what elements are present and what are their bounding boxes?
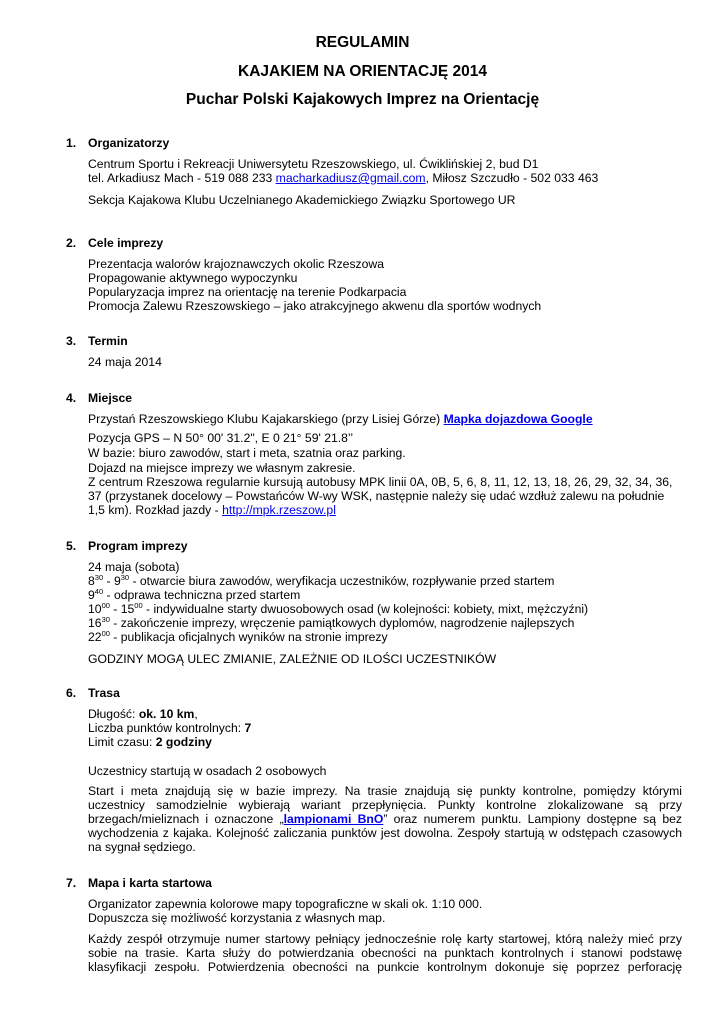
gps-position: Pozycja GPS – N 50° 00' 31.2", E 0 21° 59' 21.8’’: [88, 431, 354, 445]
goal-item: Promocja Zalewu Rzeszowskiego – jako atrakcyjnego akwenu dla sportów wodnych: [88, 299, 542, 313]
route-time-limit: Limit czasu: 2 godziny: [88, 735, 212, 749]
program-item: $22^{00}$ - publikacja oficjalnych wyników na stronie imprezy: [88, 629, 388, 644]
program-day: 24 maja (sobota): [88, 560, 180, 574]
program-item: $10^{00} - 15^{00}$ - indywidualne starty dwuosobowych osad (w kolejności: kobiety, mixt, mężczyźni): [88, 601, 589, 616]
section-2-heading: 2. Cele imprezy: [66, 236, 164, 250]
map-info: Organizator zapewnia kolorowe mapy topograficzne w skali ok. 1:10 000.: [88, 897, 483, 911]
map-own: Dopuszcza się możliwość korzystania z własnych map.: [88, 911, 386, 925]
section-1-heading: 1. Organizatorzy: [66, 136, 170, 150]
email-link[interactable]: macharkadiusz@gmail.com: [275, 171, 426, 185]
organizer-address: Centrum Sportu i Rekreacji Uniwersytetu Rzeszowskiego, ul. Ćwiklińskiej 2, bud D1: [88, 157, 539, 171]
doc-subtitle: KAJAKIEM NA ORIENTACJĘ 2014: [238, 63, 487, 80]
section-4-heading: 4. Miejsce: [66, 391, 133, 405]
bus-lines: Z centrum Rzeszowa regularnie kursują autobusy MPK linii 0A, 0B, 5, 6, 8, 11, 12, 13, 18, 26, 29, 32, 34, 36,: [88, 475, 673, 489]
doc-title: REGULAMIN: [315, 34, 410, 51]
doc-cup-title: Puchar Polski Kajakowych Imprez na Orientację: [185, 91, 540, 108]
mpk-link[interactable]: http://mpk.rzeszow.pl: [222, 503, 336, 517]
route-crews: Uczestnicy startują w osadach 2 osobowych: [88, 764, 327, 778]
goal-item: Prezentacja walorów krajoznawczych okolic Rzeszowa: [88, 257, 385, 271]
venue-base: W bazie: biuro zawodów, start i meta, szatnia oraz parking.: [88, 446, 406, 460]
google-map-link[interactable]: Mapka dojazdowa Google: [443, 412, 593, 426]
goal-item: Propagowanie aktywnego wypoczynku: [88, 271, 298, 285]
card-paragraph-line: sobie na trasie. Karta służy do potwierdzania obecności na punktach kontrolnych i stanowi podstawę: [88, 946, 682, 960]
event-date: 24 maja 2014: [88, 355, 162, 369]
route-paragraph-line: na sygnał sędziego.: [88, 840, 196, 854]
lampion-link[interactable]: lampionami BnO: [283, 812, 384, 826]
route-checkpoints: Liczba punktów kontrolnych: 7: [88, 721, 252, 735]
venue-transport: Dojazd na miejsce imprezy we własnym zakresie.: [88, 461, 356, 475]
section-6-heading: 6. Trasa: [66, 686, 120, 700]
route-paragraph-line: wychodzenia z kajaka. Kolejność zaliczania punktów jest dowolna. Zespoły startują w odstępach czasowych: [88, 826, 682, 840]
venue-line: Przystań Rzeszowskiego Klubu Kajakarskiego (przy Lisiej Górze) Mapka dojazdowa Google: [88, 412, 593, 426]
route-length: Długość: ok. 10 km,: [88, 707, 198, 721]
program-item: $16^{30}$ - zakończenie imprezy, wręczenie pamiątkowych dyplomów, nagrodzenie najlepszych: [88, 615, 575, 630]
card-paragraph-line: klasyfikacji zespołu. Potwierdzenia obecności na punkcie kontrolnym dokonuje się poprzez perforację: [88, 960, 682, 974]
route-paragraph-line: uczestnicy samodzielnie wybierają wariant przepłynięcia. Punkty kontrolne zlokalizowane są przy: [88, 798, 682, 812]
program-item: $9^{40}$ - odprawa techniczna przed startem: [88, 587, 301, 602]
organizer-club: Sekcja Kajakowa Klubu Uczelnianego Akademickiego Związku Sportowego UR: [88, 193, 516, 207]
card-paragraph-line: Każdy zespół otrzymuje numer startowy pełniący jednocześnie rolę karty startowej, którą należy mieć przy: [88, 932, 682, 946]
route-paragraph-line: Start i meta znajdują się w bazie imprezy. Na trasie znajdują się punkty kontrolne, pomiędzy którymi: [88, 784, 682, 798]
section-7-heading: 7. Mapa i karta startowa: [66, 876, 212, 890]
section-5-heading: 5. Program imprezy: [66, 539, 188, 553]
section-3-heading: 3. Termin: [66, 334, 128, 348]
program-note: GODZINY MOGĄ ULEC ZMIANIE, ZALEŻNIE OD ILOŚCI UCZESTNIKÓW: [88, 652, 497, 666]
route-paragraph-line: brzegach/mieliznach i oznaczone „lampionami BnO” oraz numerem punktu. Lampiony dostępne są bez: [88, 812, 682, 826]
program-item: $8^{30} - 9^{30}$ - otwarcie biura zawodów, weryfikacja uczestników, rozpływanie przed startem: [88, 573, 555, 588]
bus-stop: 37 (przystanek docelowy – Powstańców W-wy WSK, następnie należy się udać wzdłuż zalewu na południe: [88, 489, 665, 503]
organizer-contact: tel. Arkadiusz Mach - 519 088 233 macharkadiusz@gmail.com, Miłosz Szczudło - 502 033 463: [88, 171, 599, 185]
goal-item: Popularyzacja imprez na orientację na terenie Podkarpacia: [88, 285, 407, 299]
timetable-line: 1,5 km). Rozkład jazdy - http://mpk.rzeszow.pl: [88, 503, 336, 517]
